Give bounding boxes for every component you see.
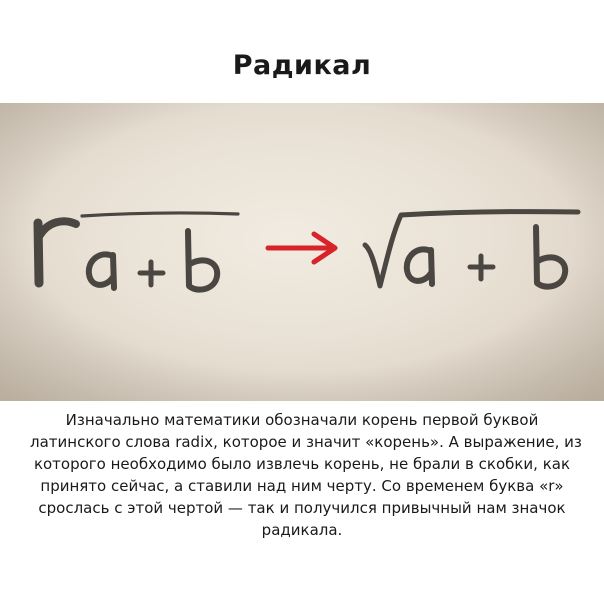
caption-line: которого необходимо было извлечь корень, не брали в скобки, как — [33, 455, 571, 473]
formula-photo — [0, 103, 604, 401]
caption-text — [30, 409, 582, 541]
caption-line: срослась с этой чертой — так и получился привычный нам значок — [38, 499, 566, 517]
caption-line: Изначально математики обозначали корень первой буквой — [65, 411, 539, 429]
page-title: Радикал — [232, 50, 372, 81]
caption-line: латинского слова radix, которое и значит «корень». А выражение, из — [30, 433, 582, 451]
caption-line: радикала. — [261, 521, 343, 539]
caption-line: принято сейчас, а ставили над ним черту. Со временем буква «r» — [40, 477, 564, 495]
